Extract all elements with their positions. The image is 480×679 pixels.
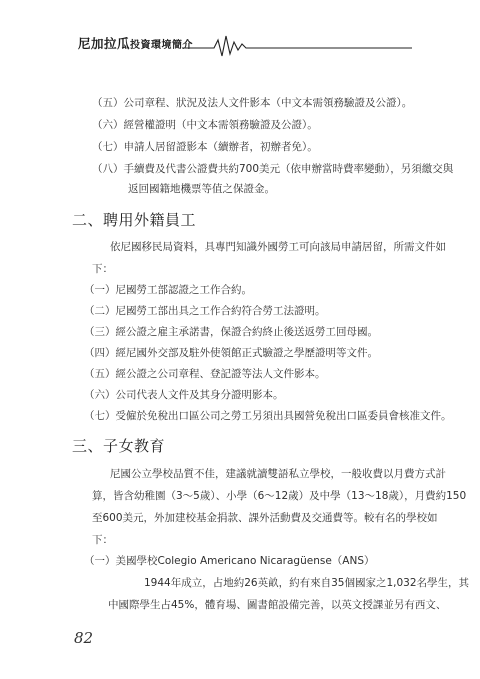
paragraph-line: 下： <box>92 534 113 546</box>
list-item: （四）經尼國外交部及駐外使領館正式驗證之學歷證明等文件。 <box>84 347 378 359</box>
list-item: （三）經公證之雇主承諾書，保證合約終止後送返勞工回母國。 <box>84 326 378 338</box>
list-item: （一）尼國勞工部認證之工作合約。 <box>84 284 252 296</box>
paragraph-line: 中國際學生占45%，體育場、圖書館設備完善，以英文授課並另有西文、 <box>108 599 447 611</box>
list-item: （一）美國學校Colegio Americano Nicaragüense（ANS） <box>84 555 375 567</box>
paragraph-line: 1944年成立，占地約26英畝，約有來自35個國家之1,032名學生，其 <box>144 577 470 589</box>
paragraph-line: 至600美元，外加建校基金捐款、課外活動費及交通費等。較有名的學校如 <box>92 512 438 524</box>
section-heading: 二、聘用外籍員工 <box>72 211 197 229</box>
list-item: （五）經公證之公司章程、登記證等法人文件影本。 <box>84 368 326 380</box>
paragraph-line: 下： <box>92 263 113 275</box>
header-wave-line-icon <box>182 30 412 70</box>
paragraph-line: 依尼國移民局資料，具專門知識外國勞工可向該局申請居留，所需文件如 <box>110 241 446 253</box>
running-title-main: 尼加拉瓜 <box>78 36 131 51</box>
page-header <box>0 30 480 70</box>
running-title-sub: 投資環境簡介 <box>130 40 194 51</box>
paragraph-line: 算，皆含幼稚園（3～5歲）、小學（6～12歲）及中學（13～18歲），月費約150 <box>92 490 467 502</box>
list-item: （六）公司代表人文件及其身分證明影本。 <box>84 389 284 401</box>
list-item: （二）尼國勞工部出具之工作合約符合勞工法證明。 <box>84 305 326 317</box>
list-item: （七）受僱於免稅出口區公司之勞工另須出具國營免稅出口區委員會核准文件。 <box>84 410 452 422</box>
list-item: （五）公司章程、狀況及法人文件影本（中文本需領務驗證及公證）。 <box>92 97 413 109</box>
list-item: （八）手續費及代書公證費共約700美元（依申辦當時費率變動），另須繳交與 <box>92 163 454 175</box>
paragraph-line: 尼國公立學校品質不佳，建議就讀雙語私立學校，一般收費以月費方式計 <box>110 468 446 480</box>
list-item: （七）申請人居留證影本（續辦者，初辦者免）。 <box>92 141 318 153</box>
list-item: （六）經營權證明（中文本需領務驗證及公證）。 <box>92 119 318 131</box>
section-heading: 三、子女教育 <box>72 437 166 455</box>
page-number: 82 <box>74 629 94 647</box>
list-item-continuation: 返回國籍地機票等值之保證金。 <box>128 183 275 195</box>
running-title <box>78 34 193 52</box>
